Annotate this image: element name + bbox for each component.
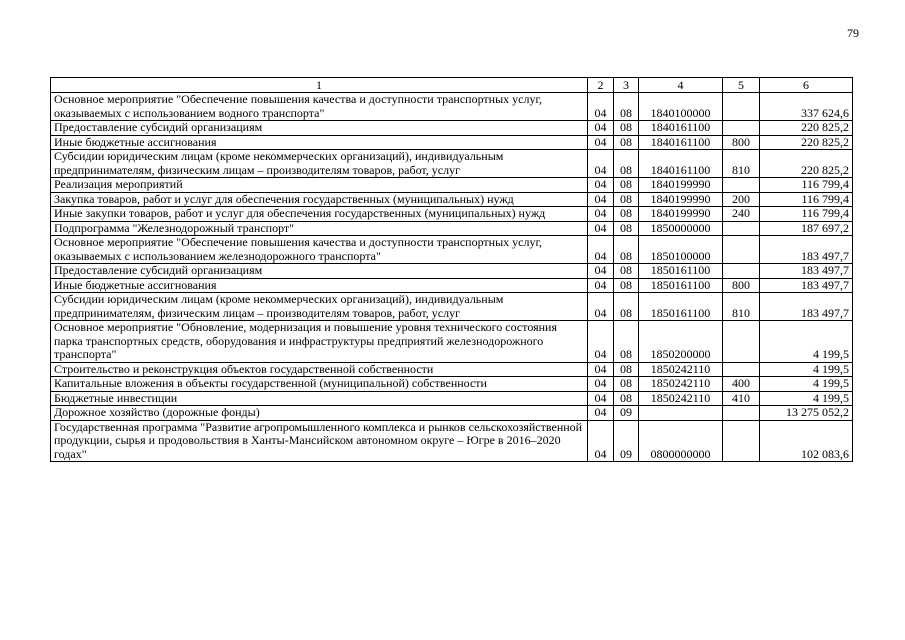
header-row bbox=[51, 78, 853, 93]
row-expense-type bbox=[723, 93, 760, 121]
row-expense-type bbox=[723, 264, 760, 279]
row-amount: 13 275 052,2 bbox=[760, 406, 853, 421]
row-subsection: 08 bbox=[614, 192, 639, 207]
row-target-code: 1850200000 bbox=[639, 321, 723, 363]
row-target-code bbox=[639, 406, 723, 421]
row-amount: 187 697,2 bbox=[760, 221, 853, 236]
row-subsection: 08 bbox=[614, 377, 639, 392]
row-target-code: 1850161100 bbox=[639, 293, 723, 321]
row-subsection: 08 bbox=[614, 321, 639, 363]
header-col-subsection: 3 bbox=[614, 78, 639, 93]
row-expense-type: 400 bbox=[723, 377, 760, 392]
row-section: 04 bbox=[588, 178, 614, 193]
row-amount: 116 799,4 bbox=[760, 178, 853, 193]
row-amount: 116 799,4 bbox=[760, 207, 853, 222]
row-expense-type bbox=[723, 420, 760, 462]
row-expense-type: 200 bbox=[723, 192, 760, 207]
row-expense-type: 810 bbox=[723, 150, 760, 178]
row-name: Субсидии юридическим лицам (кроме некоммерческих организаций), индивидуальным предпринимателям, физическим лицам – производителям товаров, работ, услуг bbox=[51, 150, 588, 178]
row-target-code: 1850242110 bbox=[639, 362, 723, 377]
row-name: Дорожное хозяйство (дорожные фонды) bbox=[51, 406, 588, 421]
table-row bbox=[51, 121, 853, 136]
row-subsection: 08 bbox=[614, 236, 639, 264]
row-target-code: 1840199990 bbox=[639, 207, 723, 222]
row-name: Предоставление субсидий организациям bbox=[51, 264, 588, 279]
table-row bbox=[51, 406, 853, 421]
row-section: 04 bbox=[588, 420, 614, 462]
table-row bbox=[51, 93, 853, 121]
row-target-code: 1840100000 bbox=[639, 93, 723, 121]
row-name: Основное мероприятие "Обновление, модернизация и повышение уровня технического состояния парка транспортных средств, оборудования и инфраструктуры предприятий железнодорожного транспорта" bbox=[51, 321, 588, 363]
row-name: Капитальные вложения в объекты государственной (муниципальной) собственности bbox=[51, 377, 588, 392]
row-subsection: 08 bbox=[614, 207, 639, 222]
row-amount: 4 199,5 bbox=[760, 391, 853, 406]
row-amount: 183 497,7 bbox=[760, 264, 853, 279]
row-subsection: 08 bbox=[614, 362, 639, 377]
row-name: Иные бюджетные ассигнования bbox=[51, 278, 588, 293]
row-expense-type bbox=[723, 221, 760, 236]
row-section: 04 bbox=[588, 377, 614, 392]
row-amount: 220 825,2 bbox=[760, 135, 853, 150]
table-row bbox=[51, 221, 853, 236]
table-row bbox=[51, 135, 853, 150]
table-row bbox=[51, 377, 853, 392]
row-target-code: 1840161100 bbox=[639, 150, 723, 178]
page-number: 79 bbox=[847, 26, 859, 40]
row-expense-type: 410 bbox=[723, 391, 760, 406]
row-section: 04 bbox=[588, 207, 614, 222]
row-amount: 220 825,2 bbox=[760, 121, 853, 136]
row-name: Подпрограмма "Железнодорожный транспорт" bbox=[51, 221, 588, 236]
row-amount: 102 083,6 bbox=[760, 420, 853, 462]
row-section: 04 bbox=[588, 278, 614, 293]
row-section: 04 bbox=[588, 293, 614, 321]
row-section: 04 bbox=[588, 362, 614, 377]
row-expense-type bbox=[723, 121, 760, 136]
row-section: 04 bbox=[588, 121, 614, 136]
row-target-code: 1850000000 bbox=[639, 221, 723, 236]
row-subsection: 08 bbox=[614, 391, 639, 406]
table-row bbox=[51, 192, 853, 207]
row-subsection: 08 bbox=[614, 278, 639, 293]
row-name: Субсидии юридическим лицам (кроме некоммерческих организаций), индивидуальным предпринимателям, физическим лицам – производителям товаров, работ, услуг bbox=[51, 293, 588, 321]
row-target-code: 1840199990 bbox=[639, 192, 723, 207]
row-amount: 337 624,6 bbox=[760, 93, 853, 121]
row-expense-type bbox=[723, 236, 760, 264]
row-subsection: 08 bbox=[614, 150, 639, 178]
table-row bbox=[51, 264, 853, 279]
row-name: Бюджетные инвестиции bbox=[51, 391, 588, 406]
row-name: Строительство и реконструкция объектов государственной собственности bbox=[51, 362, 588, 377]
row-target-code: 1840161100 bbox=[639, 121, 723, 136]
row-subsection: 08 bbox=[614, 121, 639, 136]
row-target-code: 1850100000 bbox=[639, 236, 723, 264]
row-name: Основное мероприятие "Обеспечение повышения качества и доступности транспортных услуг, оказываемых с использованием водного транспорта" bbox=[51, 93, 588, 121]
row-amount: 4 199,5 bbox=[760, 377, 853, 392]
row-section: 04 bbox=[588, 150, 614, 178]
row-amount: 183 497,7 bbox=[760, 293, 853, 321]
row-expense-type: 810 bbox=[723, 293, 760, 321]
row-expense-type: 800 bbox=[723, 278, 760, 293]
row-subsection: 08 bbox=[614, 135, 639, 150]
row-section: 04 bbox=[588, 192, 614, 207]
row-amount: 183 497,7 bbox=[760, 236, 853, 264]
row-target-code: 1840161100 bbox=[639, 135, 723, 150]
row-expense-type: 800 bbox=[723, 135, 760, 150]
row-name: Государственная программа "Развитие агропромышленного комплекса и рынков сельскохозяйственной продукции, сырья и продовольствия в Ханты-Мансийском автономном округе – Югре в 2016–2020 годах" bbox=[51, 420, 588, 462]
row-name: Иные закупки товаров, работ и услуг для обеспечения государственных (муниципальных) нужд bbox=[51, 207, 588, 222]
table-row bbox=[51, 150, 853, 178]
table-row bbox=[51, 321, 853, 363]
row-section: 04 bbox=[588, 406, 614, 421]
row-amount: 116 799,4 bbox=[760, 192, 853, 207]
row-amount: 183 497,7 bbox=[760, 278, 853, 293]
row-section: 04 bbox=[588, 264, 614, 279]
table-row bbox=[51, 178, 853, 193]
table-row bbox=[51, 293, 853, 321]
row-expense-type bbox=[723, 362, 760, 377]
header-col-section: 2 bbox=[588, 78, 614, 93]
row-subsection: 08 bbox=[614, 93, 639, 121]
header-col-target-code: 4 bbox=[639, 78, 723, 93]
row-subsection: 08 bbox=[614, 293, 639, 321]
row-target-code: 0800000000 bbox=[639, 420, 723, 462]
table-row bbox=[51, 236, 853, 264]
row-amount: 220 825,2 bbox=[760, 150, 853, 178]
row-section: 04 bbox=[588, 221, 614, 236]
header-col-expense-type: 5 bbox=[723, 78, 760, 93]
row-expense-type bbox=[723, 406, 760, 421]
row-expense-type: 240 bbox=[723, 207, 760, 222]
row-expense-type bbox=[723, 321, 760, 363]
row-subsection: 09 bbox=[614, 420, 639, 462]
row-subsection: 08 bbox=[614, 178, 639, 193]
row-target-code: 1850242110 bbox=[639, 391, 723, 406]
table-row bbox=[51, 207, 853, 222]
row-section: 04 bbox=[588, 321, 614, 363]
row-amount: 4 199,5 bbox=[760, 321, 853, 363]
table-row bbox=[51, 420, 853, 462]
row-name: Реализация мероприятий bbox=[51, 178, 588, 193]
table-row bbox=[51, 362, 853, 377]
row-name: Предоставление субсидий организациям bbox=[51, 121, 588, 136]
row-amount: 4 199,5 bbox=[760, 362, 853, 377]
table-row bbox=[51, 278, 853, 293]
row-target-code: 1850161100 bbox=[639, 278, 723, 293]
row-section: 04 bbox=[588, 391, 614, 406]
row-section: 04 bbox=[588, 135, 614, 150]
row-name: Основное мероприятие "Обеспечение повышения качества и доступности транспортных услуг, оказываемых с использованием железнодорожного транспорта" bbox=[51, 236, 588, 264]
table-row bbox=[51, 391, 853, 406]
header-col-amount: 6 bbox=[760, 78, 853, 93]
row-target-code: 1840199990 bbox=[639, 178, 723, 193]
budget-table bbox=[50, 77, 853, 462]
row-section: 04 bbox=[588, 236, 614, 264]
row-section: 04 bbox=[588, 93, 614, 121]
row-subsection: 08 bbox=[614, 221, 639, 236]
row-target-code: 1850242110 bbox=[639, 377, 723, 392]
row-name: Закупка товаров, работ и услуг для обеспечения государственных (муниципальных) нужд bbox=[51, 192, 588, 207]
row-subsection: 08 bbox=[614, 264, 639, 279]
header-col-name: 1 bbox=[51, 78, 588, 93]
row-name: Иные бюджетные ассигнования bbox=[51, 135, 588, 150]
row-target-code: 1850161100 bbox=[639, 264, 723, 279]
row-expense-type bbox=[723, 178, 760, 193]
row-subsection: 09 bbox=[614, 406, 639, 421]
